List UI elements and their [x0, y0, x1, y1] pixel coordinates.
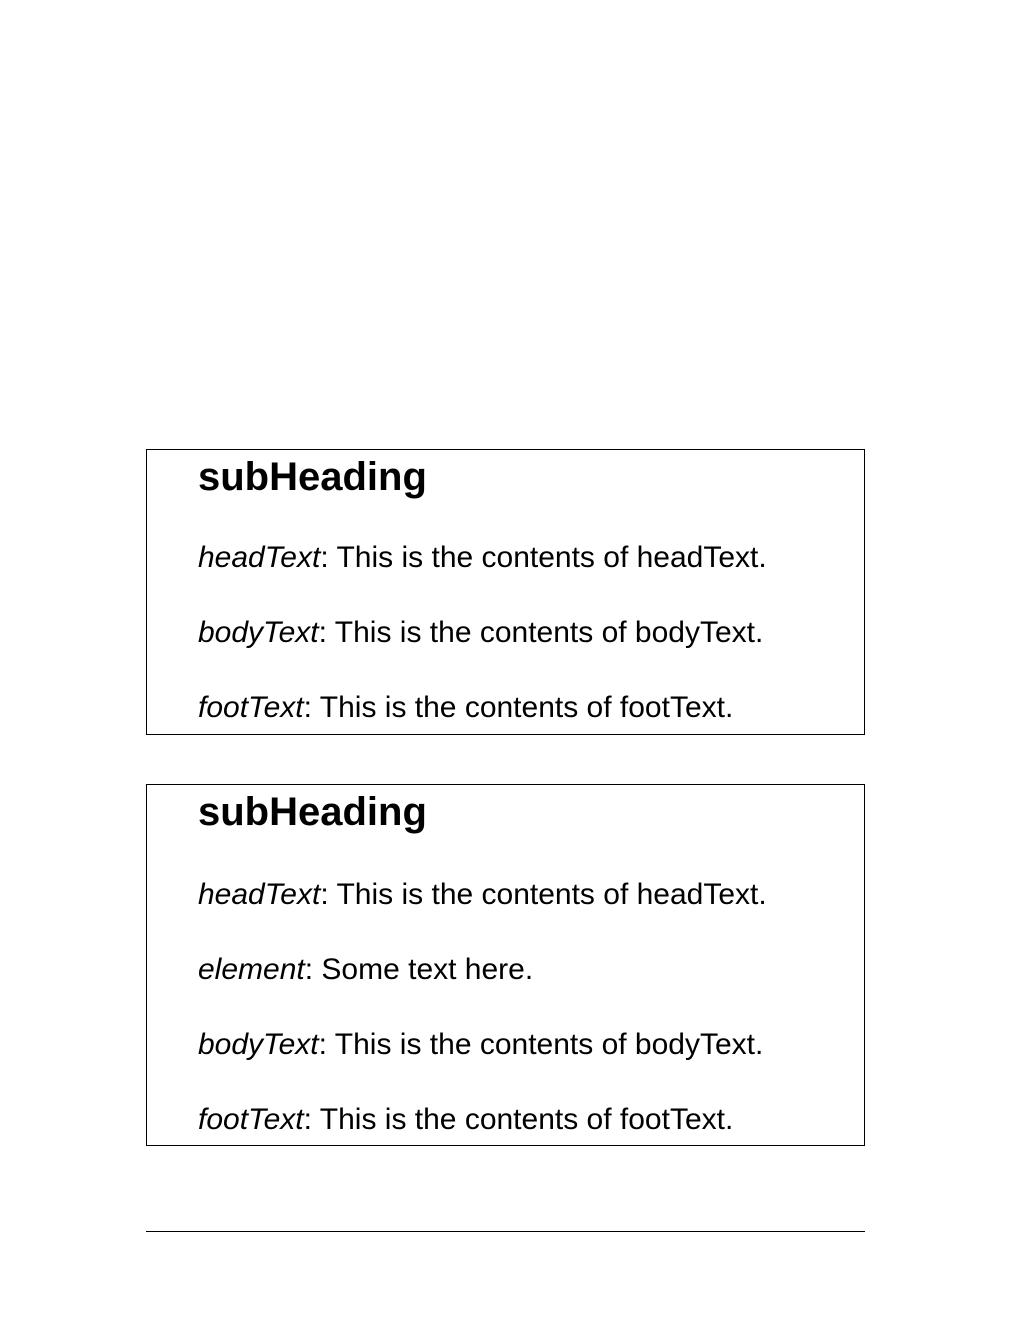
foot-text-line [198, 690, 733, 726]
line-key: bodyText [198, 616, 319, 649]
line-key: bodyText [198, 1028, 319, 1061]
line-text: : This is the contents of footText. [303, 1103, 734, 1136]
line-key: element [198, 953, 305, 986]
body-text-line [198, 615, 763, 651]
element-line [198, 952, 533, 988]
line-key: headText [198, 878, 321, 911]
line-text: : This is the contents of bodyText. [318, 616, 764, 649]
foot-text-line [198, 1102, 733, 1138]
line-text: : This is the contents of headText. [320, 878, 767, 911]
content-box-2 [146, 784, 865, 1146]
line-key: headText [198, 541, 321, 574]
content-box-1 [146, 449, 865, 735]
line-text: : This is the contents of bodyText. [318, 1028, 764, 1061]
body-text-line [198, 1027, 763, 1063]
line-text: : Some text here. [304, 953, 534, 986]
footer-rule [146, 1231, 865, 1232]
line-key: footText [198, 1103, 304, 1136]
head-text-line [198, 540, 767, 576]
sub-heading: subHeading [198, 455, 427, 499]
line-text: : This is the contents of footText. [303, 691, 734, 724]
sub-heading: subHeading [198, 790, 427, 834]
line-key: footText [198, 691, 304, 724]
line-text: : This is the contents of headText. [320, 541, 767, 574]
head-text-line [198, 877, 767, 913]
